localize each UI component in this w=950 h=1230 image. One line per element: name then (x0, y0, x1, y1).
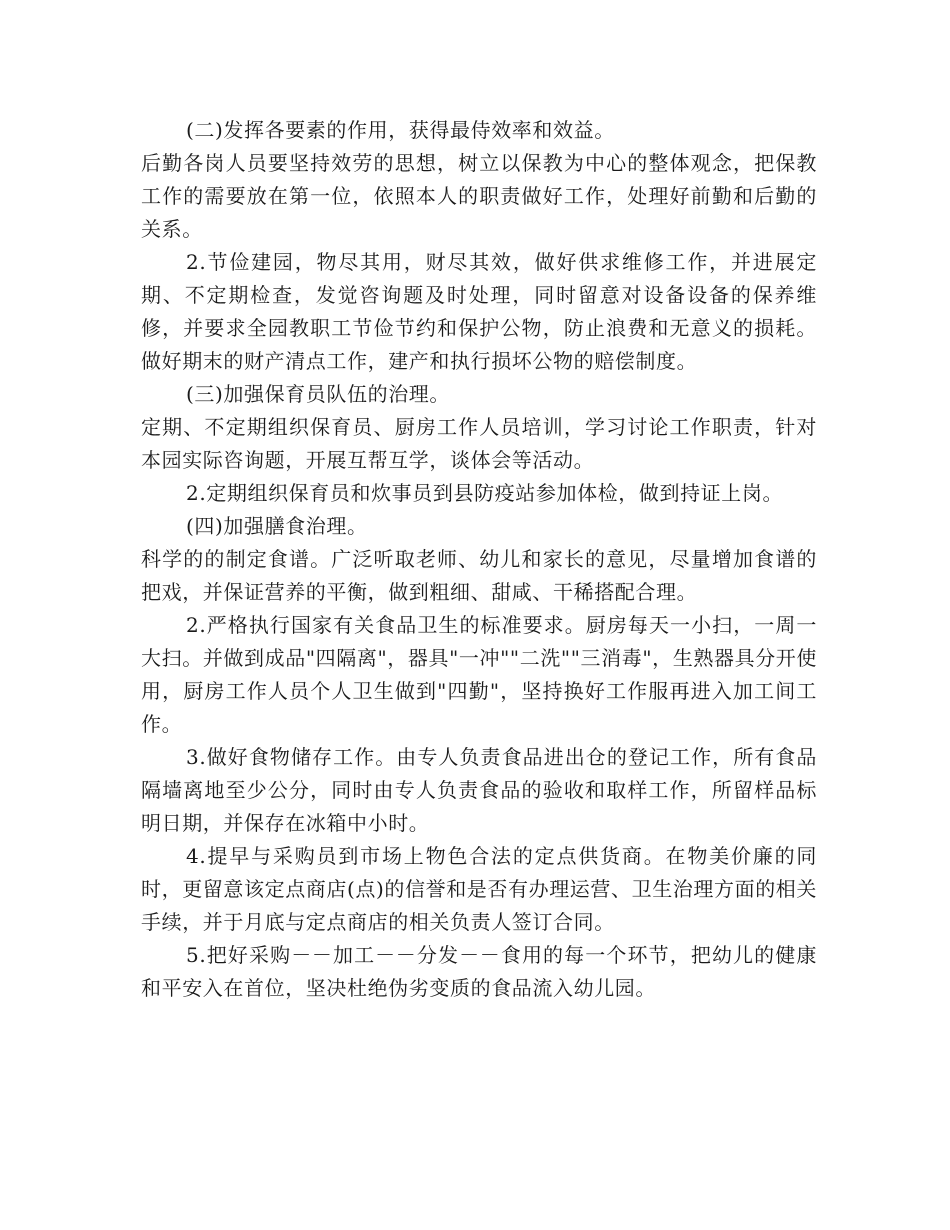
paragraph: 2.定期组织保育员和炊事员到县防疫站参加体检，做到持证上岗。 (186, 481, 784, 505)
paragraph: 4.提早与采购员到市场上物色合法的定点供货商。在物美价廉的同时，更留意该定点商店(点)的信誉和是否有办理运营、卫生治理方面的相关手续，并于月底与定点商店的相关负责人签订合同。 (141, 844, 818, 934)
paragraph: 3.做好食物储存工作。由专人负责食品进出仓的登记工作，所有食品隔墙离地至少公分，同时由专人负责食品的验收和取样工作，所留样品标明日期，并保存在冰箱中小时。 (141, 745, 817, 835)
paragraph: 2.节俭建园，物尽其用，财尽其效，做好供求维修工作，并进展定期、不定期检查，发觉咨询题及时处理，同时留意对设备设备的保养维修，并要求全园教职工节俭节约和保护公物，防止浪费和无意义的损耗。做好期末的财产清点工作，建产和执行损坏公物的赔偿制度。 (141, 250, 817, 373)
section-heading-3: (三)加强保育员队伍的治理。 (186, 382, 451, 406)
section-heading-2: (二)发挥各要素的作用，获得最侍效率和效益。 (186, 118, 615, 142)
paragraph: 5.把好采购－－加工－－分发－－食用的每一个环节，把幼儿的健康和平安入在首位，坚决杜绝伪劣变质的食品流入幼儿园。 (141, 943, 817, 1000)
paragraph: 后勤各岗人员要坚持效劳的思想，树立以保教为中心的整体观念，把保教工作的需要放在第一位，依照本人的职责做好工作，处理好前勤和后勤的关系。 (141, 151, 817, 241)
paragraph: 科学的的制定食谱。广泛听取老师、幼儿和家长的意见，尽量增加食谱的把戏，并保证营养的平衡，做到粗细、甜咸、干稀搭配合理。 (141, 547, 817, 604)
paragraph: 定期、不定期组织保育员、厨房工作人员培训，学习讨论工作职责，针对本园实际咨询题，开展互帮互学，谈体会等活动。 (141, 415, 817, 472)
paragraph: 2.严格执行国家有关食品卫生的标准要求。厨房每天一小扫，一周一大扫。并做到成品"四隔离"，器具"一冲""二洗""三消毒"，生熟器具分开使用，厨房工作人员个人卫生做到"四勤"，坚持换好工作服再进入加工间工作。 (141, 613, 817, 736)
section-heading-4: (四)加强膳食治理。 (186, 514, 368, 538)
document-body (141, 114, 817, 1005)
